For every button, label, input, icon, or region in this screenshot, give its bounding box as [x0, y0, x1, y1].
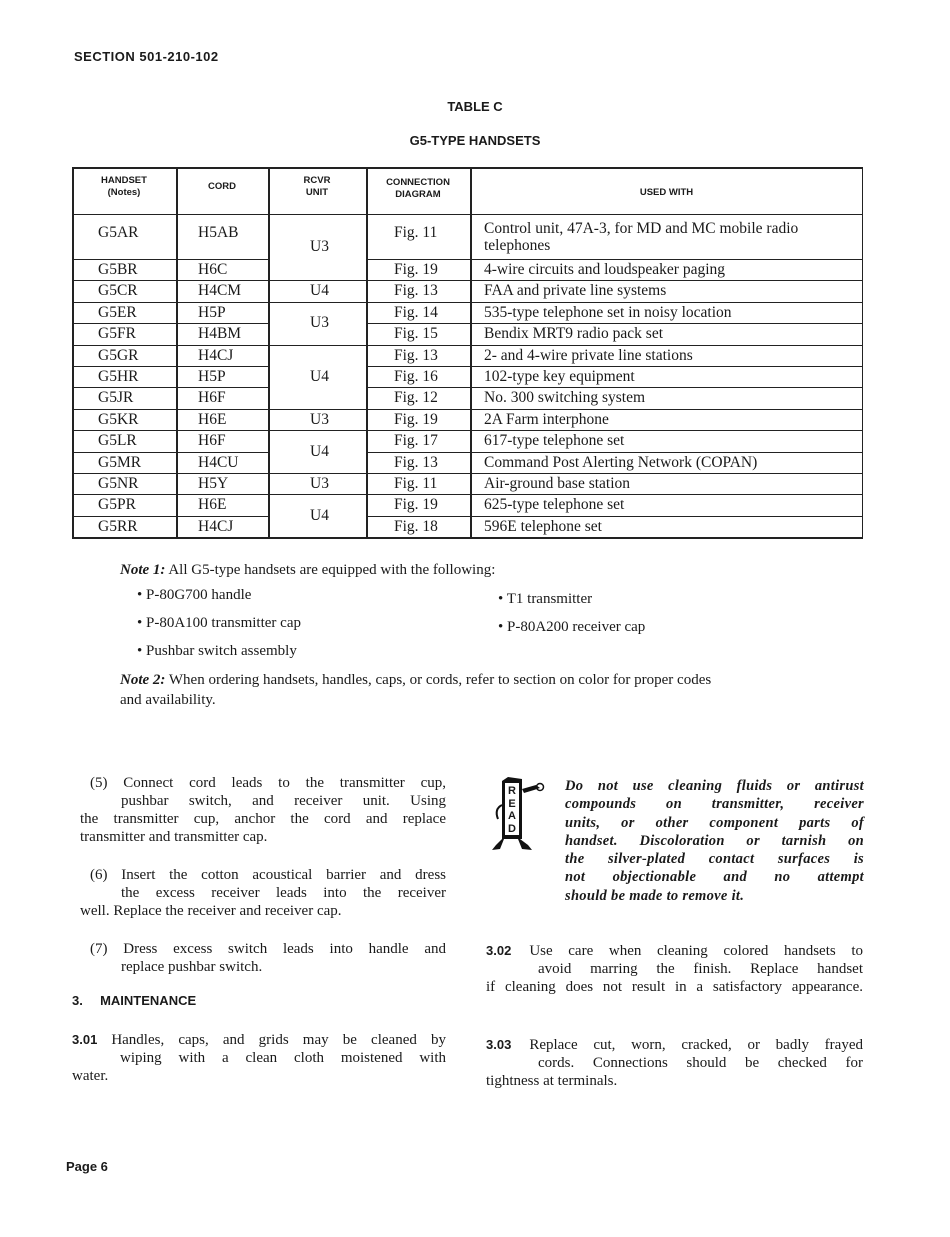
warning-line: the silver-plated contact surfaces is [565, 851, 864, 868]
cell-used-with: 535-type telephone set in noisy location [484, 303, 732, 321]
cell-cord: H4CJ [198, 517, 234, 535]
cell-used-with: FAA and private line systems [484, 282, 667, 300]
handset-table [72, 167, 863, 553]
note-2-text: When ordering handsets, handles, caps, or cords, refer to section on color for proper codes [168, 672, 712, 688]
para-line: wiping with a clean cloth moistened with [120, 1050, 446, 1066]
col-header-rcvr-line2: UNIT [305, 186, 329, 198]
warning-line: should be made to remove it. [565, 887, 745, 904]
bullet-text: P-80A200 receiver cap [507, 619, 646, 635]
para-3-01 [72, 1031, 446, 1085]
para-line: cords. Connections should be checked for [538, 1055, 863, 1071]
row-divider [72, 323, 268, 324]
cell-used-with: Control unit, 47A-3, for MD and MC mobile radio [484, 220, 799, 237]
para-line: Handles, caps, and grids may be cleaned by [111, 1032, 446, 1048]
cell-cord: H5P [198, 303, 226, 321]
row-divider [72, 302, 863, 303]
col-header-diagram-line1: CONNECTION [386, 177, 450, 188]
step-line: well. Replace the receiver and receiver cap. [80, 903, 342, 919]
cell-diagram: Fig. 11 [394, 224, 438, 241]
col-header-rcvr-line1: RCVR [303, 175, 331, 186]
column-divider [470, 167, 472, 539]
row-divider [366, 387, 863, 388]
step-5 [80, 774, 446, 846]
cell-used-with: Bendix MRT9 radio pack set [484, 325, 664, 343]
cell-used-with: Air-ground base station [484, 475, 631, 492]
col-header-handset-line2: (Notes) [107, 186, 141, 198]
cell-cord: H5P [198, 368, 226, 385]
bullet-text: T1 transmitter [506, 591, 593, 607]
cell-diagram: Fig. 11 [394, 475, 438, 492]
note-2-text-cont: and availability. [120, 691, 216, 708]
cell-rcvr-unit: U4 [310, 282, 329, 300]
warning-line: compounds on transmitter, receiver [565, 796, 864, 813]
cell-rcvr-unit: U3 [310, 410, 329, 428]
read-warning-icon [488, 775, 550, 853]
header-divider [72, 214, 863, 215]
row-divider [366, 452, 863, 453]
cell-diagram: Fig. 19 [394, 261, 438, 278]
cell-diagram: Fig. 13 [394, 346, 438, 364]
para-number: 3.03 [486, 1037, 512, 1052]
row-divider [72, 473, 863, 474]
row-divider [72, 516, 268, 517]
warning-line: not objectionable and no attempt [565, 869, 864, 886]
cell-rcvr-unit: U4 [310, 506, 329, 524]
cell-handset: G5BR [98, 261, 138, 278]
row-divider [72, 259, 268, 260]
cell-cord: H6C [198, 261, 228, 278]
bullet-item: • T1 transmitter [498, 591, 593, 607]
row-divider [366, 516, 863, 517]
cell-handset: G5LR [98, 432, 137, 450]
row-divider [72, 430, 863, 431]
cell-handset: G5AR [98, 224, 139, 241]
cell-handset: G5HR [98, 368, 139, 385]
cell-diagram: Fig. 16 [394, 368, 438, 385]
col-header-rcvr [268, 175, 366, 199]
column-divider [862, 167, 864, 539]
cell-cord: H6E [198, 410, 227, 428]
cell-handset: G5PR [98, 496, 136, 514]
cell-cord: H4BM [198, 325, 242, 343]
column-divider [176, 167, 178, 539]
col-header-handset-line1: HANDSET [101, 175, 147, 186]
cell-used-with: telephones [484, 237, 551, 254]
para-line: water. [72, 1068, 109, 1084]
cell-diagram: Fig. 12 [394, 389, 438, 407]
step-line: the excess receiver leads into the receiver [121, 885, 446, 901]
warning-line: Do not use cleaning fluids or antirust [565, 778, 864, 794]
cell-diagram: Fig. 19 [394, 410, 438, 428]
cell-used-with: 2- and 4-wire private line stations [484, 346, 693, 364]
col-header-cord: CORD [208, 181, 236, 192]
cell-used-with: 4-wire circuits and loudspeaker paging [484, 261, 726, 278]
step-line: transmitter and transmitter cap. [80, 829, 268, 845]
para-3-02 [486, 942, 863, 996]
cell-used-with: 625-type telephone set [484, 496, 625, 514]
cell-handset: G5JR [98, 389, 134, 407]
row-divider [366, 323, 863, 324]
cell-cord: H4CM [198, 282, 242, 300]
table-border-bottom [72, 537, 863, 539]
col-header-diagram-line2: DIAGRAM [395, 188, 441, 200]
cell-rcvr-unit: U3 [310, 474, 329, 492]
col-header-diagram [366, 177, 470, 201]
cell-handset: G5CR [98, 282, 138, 300]
cell-handset: G5ER [98, 303, 137, 321]
step-line: the transmitter cup, anchor the cord and replace [80, 811, 446, 827]
cell-handset: G5MR [98, 453, 142, 471]
section-header: SECTION 501-210-102 [74, 49, 219, 64]
cell-cord: H6E [198, 496, 227, 514]
heading-number: 3. [72, 993, 83, 1008]
cell-used-with: 102-type key equipment [484, 368, 635, 385]
cell-rcvr-unit: U3 [310, 314, 329, 332]
table-border-top [72, 167, 863, 169]
cell-diagram: Fig. 17 [394, 432, 438, 450]
step-7 [90, 940, 446, 976]
cell-used-with: 2A Farm interphone [484, 410, 609, 428]
row-divider [72, 387, 268, 388]
row-divider [72, 345, 863, 346]
column-divider [366, 167, 368, 539]
cell-diagram: Fig. 13 [394, 282, 438, 300]
cell-handset: G5FR [98, 325, 136, 343]
cell-cord: H5Y [198, 475, 229, 492]
cell-diagram: Fig. 15 [394, 325, 438, 343]
cell-diagram: Fig. 18 [394, 517, 438, 535]
col-header-used-with: USED WITH [639, 187, 694, 198]
row-divider [72, 494, 863, 495]
note-1-label: Note 1: [120, 562, 166, 578]
table-subtitle: G5-TYPE HANDSETS [409, 133, 541, 148]
cell-handset: G5KR [98, 410, 139, 428]
para-line: if cleaning does not result in a satisfactory appearance. [486, 979, 863, 995]
column-divider [268, 167, 270, 539]
cell-cord: H4CU [198, 453, 239, 471]
row-divider [72, 366, 268, 367]
row-divider [72, 280, 863, 281]
page-number: Page 6 [66, 1159, 108, 1174]
para-line: Replace cut, worn, cracked, or badly frayed [529, 1037, 863, 1053]
row-divider [72, 409, 863, 410]
bullet-item: • P-80A200 receiver cap [498, 619, 646, 635]
cell-used-with: 617-type telephone set [484, 432, 625, 450]
heading-text: MAINTENANCE [100, 993, 197, 1008]
warning-text [565, 777, 864, 905]
cell-rcvr-unit: U4 [310, 442, 329, 460]
cell-rcvr-unit: U4 [310, 367, 329, 385]
warning-line: units, or other component parts of [565, 814, 864, 831]
para-line: Use care when cleaning colored handsets to [529, 943, 863, 959]
bullet-item: • P-80G700 handle [137, 587, 252, 603]
warning-line: handset. Discoloration or tarnish on [565, 832, 864, 849]
row-divider [72, 452, 268, 453]
step-line: (7) Dress excess switch leads into handle and [90, 941, 446, 957]
step-line: pushbar switch, and receiver unit. Using [121, 793, 446, 809]
para-number: 3.01 [72, 1032, 98, 1047]
note-2 [120, 671, 860, 710]
cell-cord: H4CJ [198, 346, 234, 364]
cell-handset: G5RR [98, 517, 138, 535]
cell-cord: H6F [198, 432, 226, 450]
note-1-text: All G5-type handsets are equipped with the following: [168, 562, 496, 578]
cell-used-with: No. 300 switching system [484, 389, 646, 407]
cell-handset: G5NR [98, 475, 139, 492]
para-number: 3.02 [486, 943, 512, 958]
row-divider [366, 259, 863, 260]
cell-handset: G5GR [98, 346, 139, 364]
cell-cord: H5AB [198, 224, 239, 241]
bullet-item: • P-80A100 transmitter cap [137, 615, 301, 631]
cell-diagram: Fig. 14 [394, 303, 438, 321]
maintenance-heading [72, 993, 196, 1009]
note-1 [120, 561, 495, 581]
table-label: TABLE C [447, 99, 503, 114]
para-3-03 [486, 1036, 863, 1090]
cell-cord: H6F [198, 389, 226, 407]
note-2-label: Note 2: [120, 672, 166, 688]
cell-used-with: 596E telephone set [484, 517, 602, 535]
cell-rcvr-unit: U3 [310, 238, 329, 256]
bullet-text: P-80G700 handle [146, 587, 252, 603]
col-header-handset [72, 175, 176, 199]
column-divider [72, 167, 74, 539]
cell-diagram: Fig. 13 [394, 453, 438, 471]
bullet-text: Pushbar switch assembly [146, 643, 297, 659]
para-line: avoid marring the finish. Replace handset [538, 961, 863, 977]
bullet-item: • Pushbar switch assembly [137, 643, 297, 659]
row-divider [366, 366, 863, 367]
bullet-text: P-80A100 transmitter cap [146, 615, 301, 631]
step-6 [80, 866, 446, 920]
para-line: tightness at terminals. [486, 1073, 618, 1089]
read-letters: R E A D [508, 785, 516, 835]
cell-used-with: Command Post Alerting Network (COPAN) [484, 453, 758, 471]
step-line: (6) Insert the cotton acoustical barrier and dress [90, 867, 446, 883]
step-line: (5) Connect cord leads to the transmitter cup, [90, 775, 446, 791]
step-line: replace pushbar switch. [121, 959, 263, 975]
cell-diagram: Fig. 19 [394, 496, 438, 514]
